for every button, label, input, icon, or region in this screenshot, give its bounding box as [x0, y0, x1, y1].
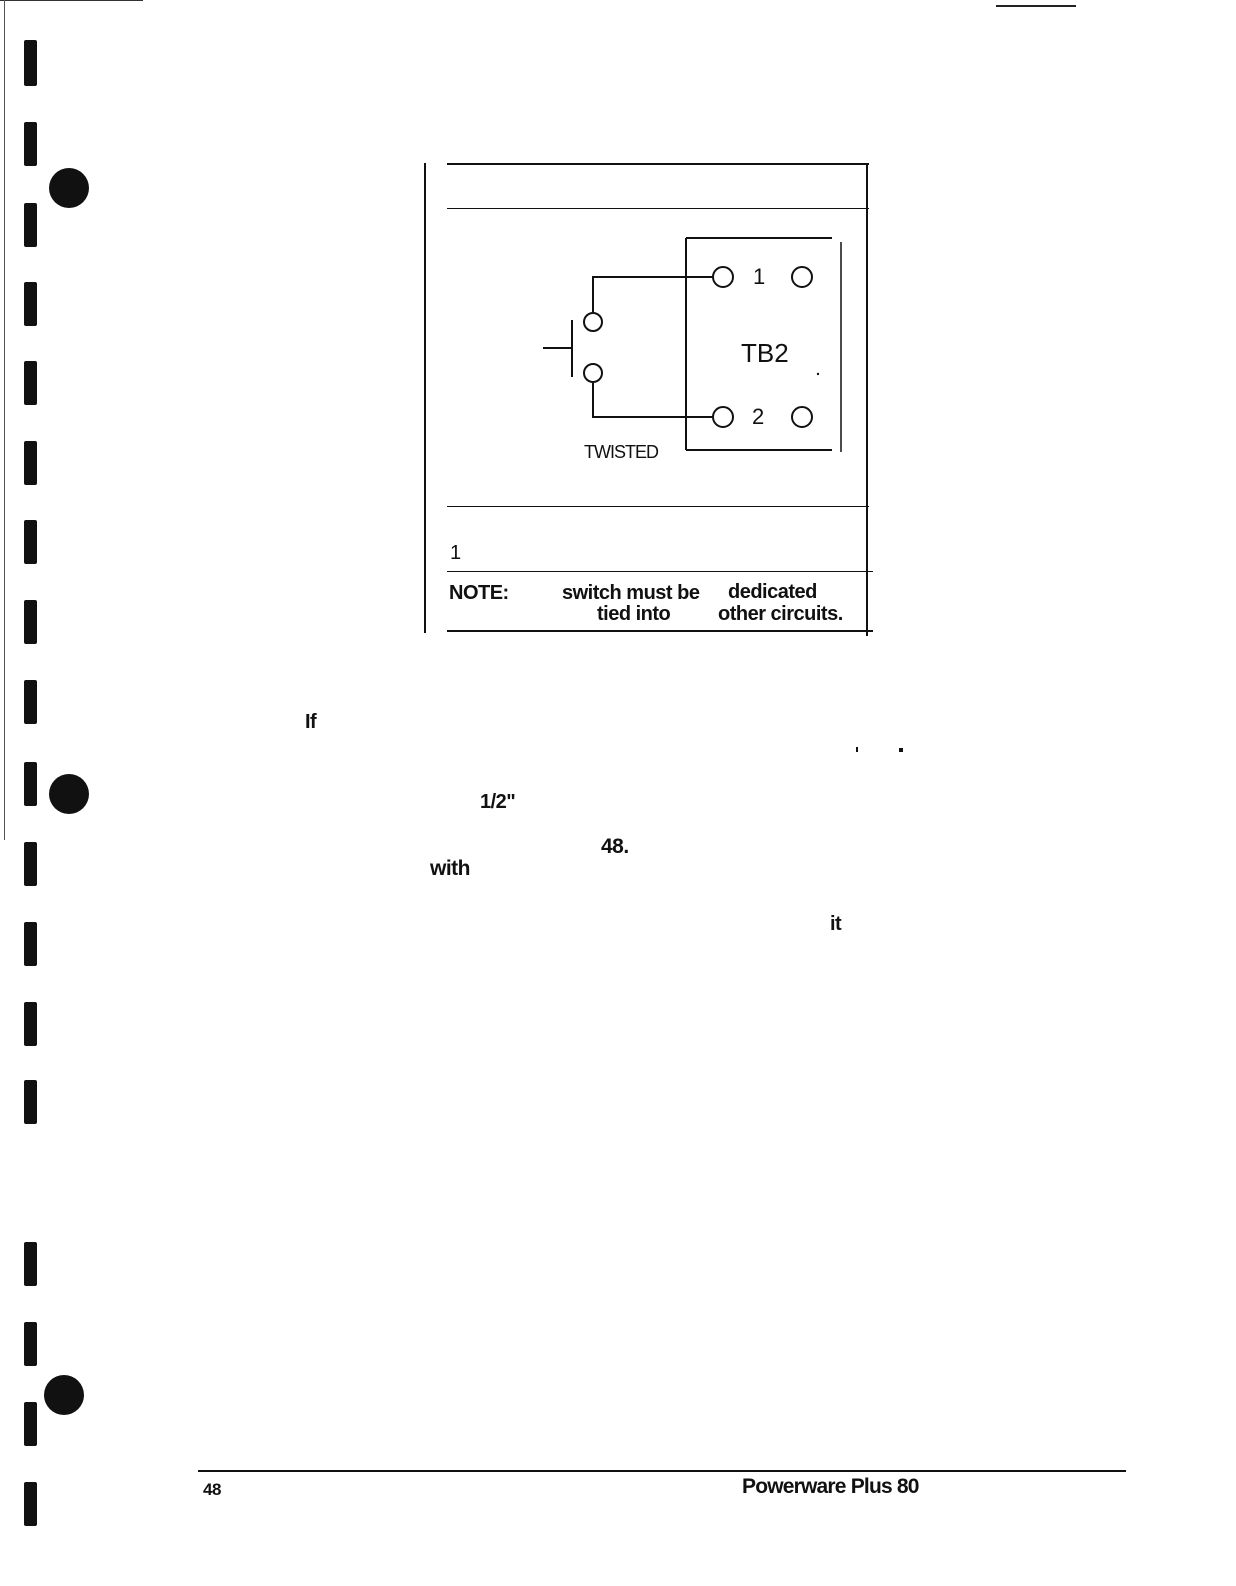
footer-product-name: Powerware Plus 80 [742, 1475, 919, 1498]
note-text: dedicated [728, 581, 817, 603]
terminal-2-label: 2 [752, 404, 765, 429]
body-fragment: it [830, 913, 842, 935]
note-text: tied into [597, 603, 671, 625]
body-fragment: 48. [601, 835, 629, 858]
scan-speck [899, 748, 903, 752]
scan-speck [856, 747, 858, 752]
punch-hole [49, 774, 89, 814]
binder-mark [24, 1242, 37, 1286]
punch-hole [44, 1375, 84, 1415]
binder-mark [24, 922, 37, 966]
note-text: switch must be [562, 582, 700, 604]
terminal-1-left [713, 267, 733, 287]
terminal-block-label: TB2 [741, 338, 789, 368]
pushbutton-switch [543, 313, 602, 382]
terminal-2-left [713, 407, 733, 427]
terminal-1-label: 1 [753, 264, 766, 289]
binder-mark [24, 1002, 37, 1046]
binder-mark [24, 1080, 37, 1124]
footnote-number: 1 [450, 542, 462, 564]
binder-mark [24, 762, 37, 806]
body-fragment: 1/2" [480, 791, 516, 813]
wires [593, 277, 713, 417]
note-label: NOTE: [449, 582, 509, 604]
terminal-1-right [792, 267, 812, 287]
footer-rule [198, 1470, 1126, 1472]
page-number: 48 [203, 1480, 221, 1499]
binder-mark [24, 1402, 37, 1446]
note-text: other circuits. [718, 603, 843, 625]
terminal-2-right [792, 407, 812, 427]
binder-mark [24, 1322, 37, 1366]
wire-label: TWISTED [584, 442, 658, 462]
binder-mark [24, 842, 37, 886]
binder-mark [24, 1482, 37, 1526]
body-fragment: If [305, 711, 317, 733]
body-fragment: with [430, 857, 470, 880]
